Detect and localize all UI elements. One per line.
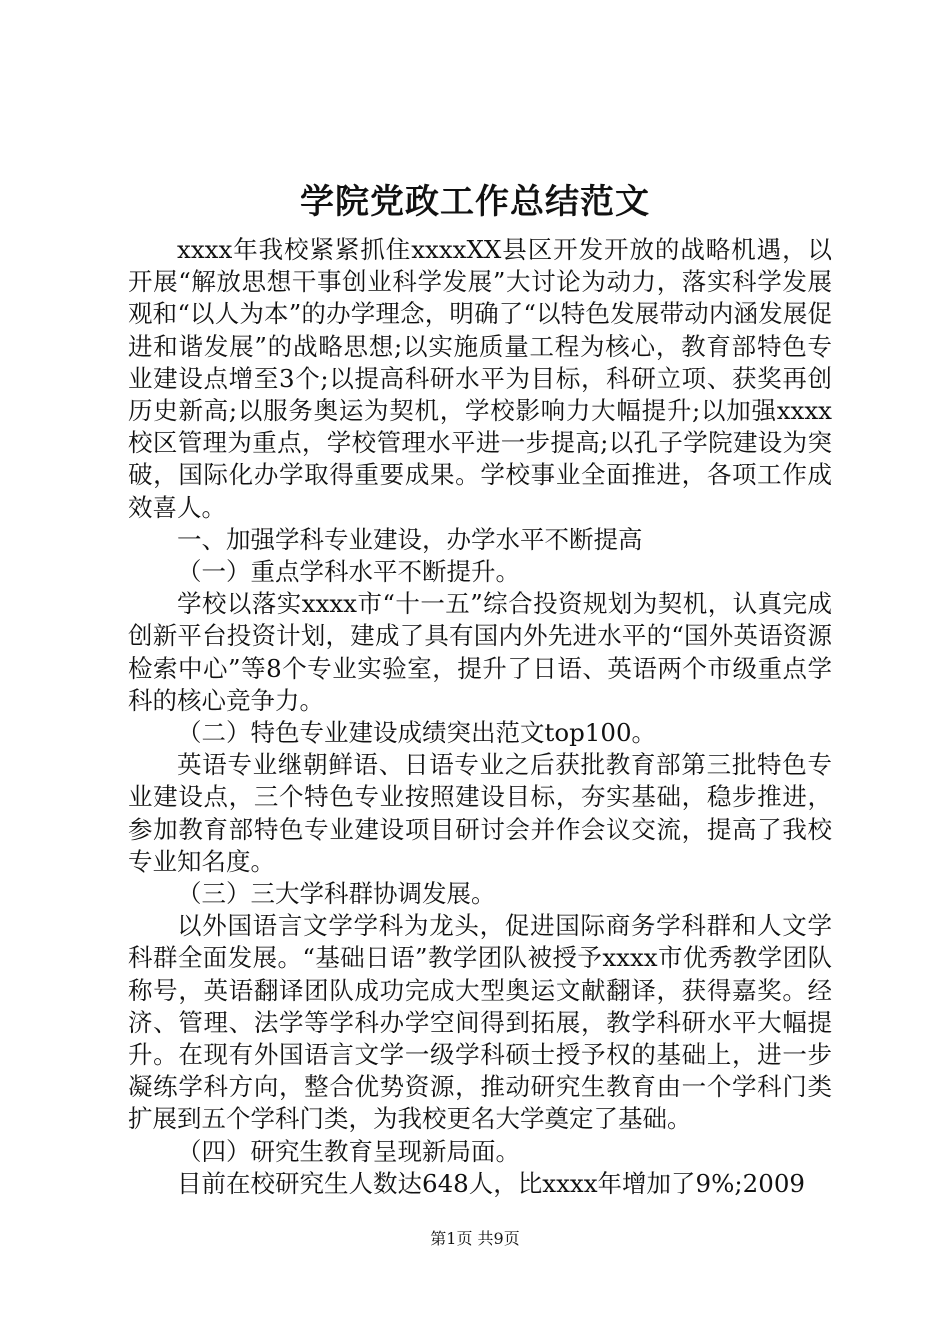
- document-body: [128, 234, 832, 1200]
- paragraph-key-disciplines: 学校以落实xxxx市“十一五”综合投资规划为契机，认真完成创新平台投资计划，建成了具有国内外先进水平的“国外英语资源检索中心”等8个专业实验室，提升了日语、英语两个市级重点学科的核心竞争力。: [128, 589, 832, 715]
- subsection-heading-2: （二）特色专业建设成绩突出范文top100。: [177, 718, 657, 748]
- subsection-heading-1: （一）重点学科水平不断提升。: [177, 557, 520, 587]
- paragraph-discipline-groups: 以外国语言文学学科为龙头，促进国际商务学科群和人文学科群全面发展。“基础日语”教学团队被授予xxxx市优秀教学团队称号，英语翻译团队成功完成大型奥运文献翻译，获得嘉奖。经济、管理、法学等学科办学空间得到拓展，教学科研水平大幅提升。在现有外国语言文学一级学科硕士授予权的基础上，进一步凝练学科方向，整合优势资源，推动研究生教育由一个学科门类扩展到五个学科门类，为我校更名大学奠定了基础。: [128, 911, 832, 1134]
- section-heading-1: 一、加强学科专业建设，办学水平不断提高: [177, 524, 643, 554]
- paragraph-intro: xxxx年我校紧紧抓住xxxxXX县区开发开放的战略机遇，以开展“解放思想干事创业科学发展”大讨论为动力，落实科学发展观和“以人为本”的办学理念，明确了“以特色发展带动内涵发展促进和谐发展”的战略思想;以实施质量工程为核心，教育部特色专业建设点增至3个;以提高科研水平为目标，科研立项、获奖再创历史新高;以服务奥运为契机，学校影响力大幅提升;以加强xxxx校区管理为重点，学校管理水平进一步提高;以孔子学院建设为突破，国际化办学取得重要成果。学校事业全面推进，各项工作成效喜人。: [128, 235, 832, 522]
- paragraph-featured-majors: 英语专业继朝鲜语、日语专业之后获批教育部第三批特色专业建设点，三个特色专业按照建设目标，夯实基础，稳步推进，参加教育部特色专业建设项目研讨会并作会议交流，提高了我校专业知名度。: [128, 750, 832, 876]
- paragraph-graduate-education: 目前在校研究生人数达648人，比xxxx年增加了9%;2009: [177, 1168, 806, 1198]
- subsection-heading-4: （四）研究生教育呈现新局面。: [177, 1136, 520, 1166]
- subsection-heading-3: （三）三大学科群协调发展。: [177, 879, 496, 909]
- document-title: 学院党政工作总结范文: [300, 182, 650, 222]
- page-footer: 第1页 共9页: [430, 1229, 520, 1248]
